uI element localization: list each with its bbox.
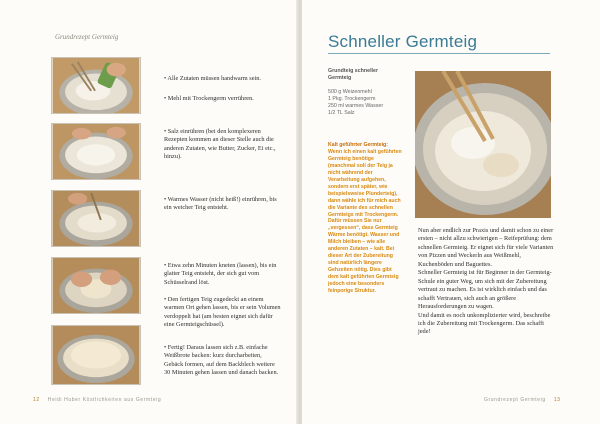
step-text-7: • Fertig! Daraus lassen sich z.B. einfache Weißbrote backen: kurz durcharbeiten, Gebäck formen, auf dem Backblech weitere 30 Minuten gehen lassen und danach backen. [164, 344, 279, 377]
step-text-3: • Salz einrühren (bei den komplexeren Rezepten kommen an dieser Stelle auch die anderen Zutaten, wie Butter, Zucker, Ei etc., hinzu). [164, 128, 276, 161]
page-number-left: 12 [33, 397, 40, 403]
ingredient-item: 1/2 TL Salz [328, 110, 355, 116]
step-text-6: • Den fertigen Teig zugedeckt an einem warmen Ort gehen lassen, bis er sein Volumen verdoppelt hat (am besten eignet sich dafür eine Germteigschüssel). [164, 296, 281, 329]
body-text [418, 227, 556, 337]
tip-text: Wenn ich einen kalt geführten Germteig benötige (manchmal soll der Teig ja nicht während der Verarbeitung aufgehen, sondern erst später, wie beispielsweise Plunderteig), dann wähle ich für mich auch die Variante des schnellen Germteigs mit Trockengerm. Dafür müssen Sie nur „vergessen“, dass Germteig Wärme benötigt. Wasser und Milch bleiben – wie alle anderen Zutaten – kalt. Bei dieser Art der Zubereitung sind natürlich längere Gehzeiten nötig. Dies gibt dem kalt geführten Germteig jedoch eine besonders feinporige Struktur. [328, 148, 402, 295]
ingredient-item: 250 ml warmes Wasser [328, 103, 384, 109]
step-photo-salt [51, 123, 141, 180]
step-text-4: • Warmes Wasser (nicht heiß!) einrühren, bis ein weicher Teig entsteht. [164, 196, 277, 212]
ingredient-item: 1 Pkg. Trockengerm [328, 96, 376, 102]
ingredients-heading: Grundteig schneller Germteig [328, 68, 379, 81]
footer-author: Heidi Huber [47, 397, 81, 403]
body-paragraph: Nun aber endlich zur Praxis und damit schon zu einer ersten – nicht allzu schwierigen – Reifeprüfung: dem schnellen Germteig. Er eignet sich für viele Varianten von Pizzen und Weckerln aus Weißmehl, Kuchenböden und Baguettes. [418, 227, 554, 268]
step-photo-risen-dough [51, 325, 141, 385]
step-text-1: • Alle Zutaten müssen handwarm sein. [164, 75, 261, 82]
footer-book-title: Köstlichkeiten aus Germteig [82, 397, 162, 403]
ingredients-list [328, 89, 408, 117]
running-head: Grundrezept Germteig [55, 33, 119, 41]
step-photo-kneading [51, 257, 141, 314]
footer-section: Grundrezept Germteig [484, 397, 546, 403]
page-title: Schneller Germteig [328, 32, 478, 51]
body-paragraph: Schneller Germteig ist für Beginner in der Germteig-Schule ein guter Weg, um sich mit der Zubereitung vertraut zu machen. Es ist wirklich einfach und das schafft Vertrauen, sich auch an größere Herausforderungen zu wagen. [418, 269, 552, 311]
main-photo-dough-bowl [415, 71, 551, 218]
step-text-5: • Etwa zehn Minuten kneten (lassen), bis ein glatter Teig entsteht, der sich gut vom Schüsselrand löst. [164, 262, 277, 286]
title-rule [328, 53, 550, 54]
step-photo-water [51, 190, 141, 247]
ingredient-item: 500 g Weizenmehl [328, 89, 372, 95]
tip-box [328, 142, 402, 295]
step-photo-flour-yeast [51, 57, 141, 114]
tip-lead: Kalt geführter Germteig: [328, 142, 388, 148]
body-paragraph: Und damit es noch unkomplizierter wird, beschreibe ich die Zubereitung mit Trockengerm. Das schafft jede! [418, 311, 551, 336]
footer-right [484, 397, 560, 403]
footer-left [33, 397, 161, 403]
step-text-2: • Mehl mit Trockengerm verrühren. [164, 95, 254, 102]
page-number-right: 13 [553, 397, 561, 403]
